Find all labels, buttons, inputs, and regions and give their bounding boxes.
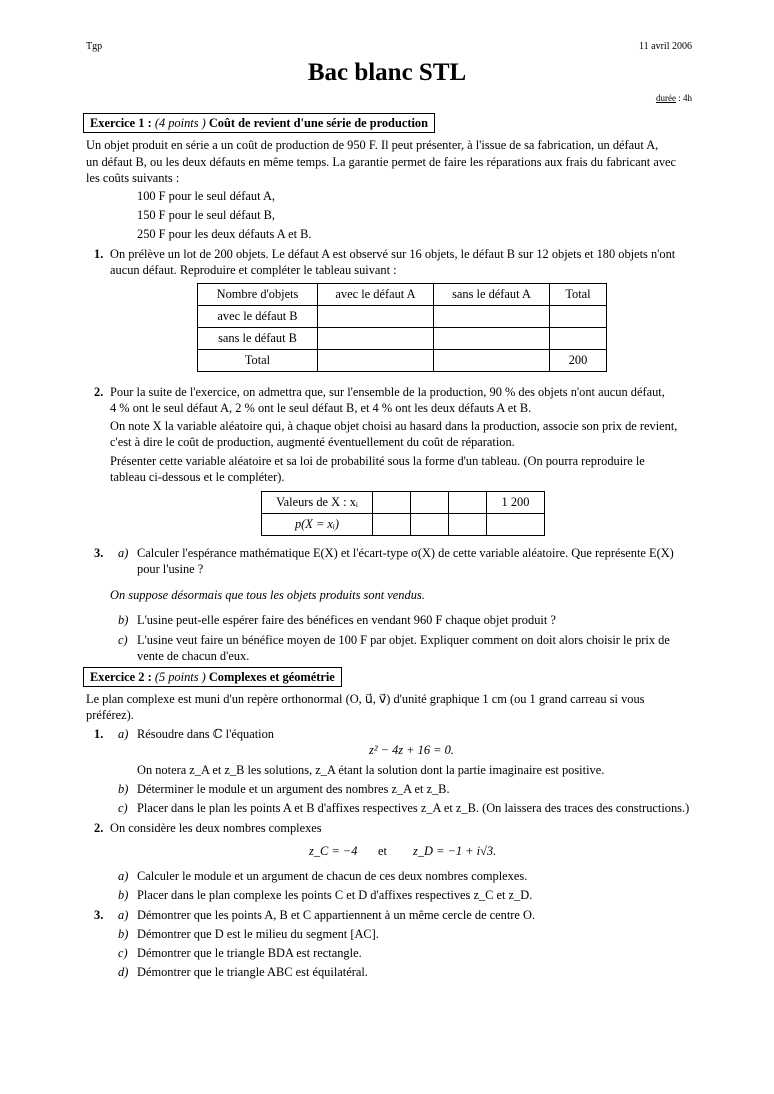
table-cell: avec le défaut B [198, 306, 318, 328]
table-cell [411, 492, 449, 514]
ex2-q3c: Démontrer que le triangle BDA est rectangle. [137, 946, 362, 960]
ex1-cost-2: 150 F pour le seul défaut B, [137, 208, 275, 222]
table-cell: Total [198, 350, 318, 372]
ex2-q1c: Placer dans le plan les points A et B d'affixes respectives z_A et z_B. (On laissera des traces des constructions.) [137, 801, 690, 815]
ex2-intro-1: Le plan complexe est muni d'un repère orthonormal (O, u⃗, v⃗) d'unité graphique 1 cm (ou 1 grand carreau si vous [86, 692, 645, 706]
ex2-q2b: Placer dans le plan complexe les points C et D d'affixes respectives z_C et z_D. [137, 888, 533, 902]
table-cell [373, 514, 411, 536]
ex1-q3b-letter: b) [118, 613, 129, 627]
ex2-q2a-letter: a) [118, 869, 129, 883]
ex1-q2-line-5: Présenter cette variable aléatoire et sa loi de probabilité sous la forme d'un tableau. (On pourra reproduire le [110, 454, 645, 468]
probability-table [261, 491, 545, 536]
table-cell [550, 328, 607, 350]
equation-zd: z_D = −1 + i√3. [413, 844, 497, 858]
exercise-2-points: (5 points ) [154, 670, 206, 684]
equation-zc: z_C = −4 [309, 844, 358, 858]
table-cell [373, 492, 411, 514]
ex1-q3-number: 3. [94, 546, 104, 560]
ex1-q2-line-2: 4 % ont le seul défaut A, 2 % ont le seul défaut B, et 4 % ont les deux défauts A et B. [110, 401, 532, 415]
ex1-q3a-line-1: Calculer l'espérance mathématique E(X) et l'écart-type σ(X) de cette variable aléatoire. Que représente E(X) [137, 546, 674, 560]
ex1-q2-number: 2. [94, 385, 104, 399]
ex1-q1-number: 1. [94, 247, 104, 261]
duration [656, 90, 692, 107]
ex2-q1a: Résoudre dans ℂ l'équation [137, 727, 275, 741]
table-row [262, 492, 545, 514]
table-cell [449, 492, 487, 514]
ex2-q3a: Démontrer que les points A, B et C appartiennent à un même cercle de centre O. [137, 908, 536, 922]
ex1-q3b: L'usine peut-elle espérer faire des bénéfices en vendant 960 F chaque objet produit ? [137, 613, 556, 627]
equation-and: et [378, 844, 387, 858]
ex2-q3b: Démontrer que D est le milieu du segment [AC]. [137, 927, 379, 941]
ex1-cost-3: 250 F pour les deux défauts A et B. [137, 227, 312, 241]
table-cell [411, 514, 449, 536]
ex1-q3a-line-2: pour l'usine ? [137, 562, 204, 576]
duration-label: durée [655, 93, 676, 103]
table-cell [449, 514, 487, 536]
ex1-q2-line-1: Pour la suite de l'exercice, on admettra que, sur l'ensemble de la production, 90 % des objets n'ont aucun défaut, [110, 385, 665, 399]
table-header-row [198, 284, 607, 306]
ex1-intro-1: Un objet produit en série a un coût de production de 950 F. Il peut présenter, à l'issue de sa fabrication, un défaut A, [86, 138, 659, 152]
ex1-q1-line-2: aucun défaut. Reproduire et compléter le tableau suivant : [110, 263, 397, 277]
ex1-intro-2: un défaut B, ou les deux défauts en même temps. La garantie permet de faire les réparations aux frais du fabricant avec [86, 155, 677, 169]
page-title: Bac blanc STL [307, 59, 467, 86]
table-cell: p(X = xᵢ) [262, 514, 373, 536]
ex1-q2-line-6: tableau ci-dessous et le compléter). [110, 470, 285, 484]
header-left: Tgp [86, 41, 103, 52]
exercise-1-subject: Coût de revient d'une série de production [208, 116, 428, 130]
ex1-q3a-letter: a) [118, 546, 129, 560]
table-cell [318, 328, 434, 350]
ex2-q3c-letter: c) [118, 946, 128, 960]
ex2-q1a-letter: a) [118, 727, 129, 741]
table-cell [434, 328, 550, 350]
ex2-q2-number: 2. [94, 821, 104, 835]
table-cell [318, 350, 434, 372]
ex2-q3d: Démontrer que le triangle ABC est équilatéral. [137, 965, 368, 979]
ex2-q3-number: 3. [94, 908, 104, 922]
ex2-q1-number: 1. [94, 727, 104, 741]
table-cell [487, 514, 545, 536]
ex2-q2a: Calculer le module et un argument de chacun de ces deux nombres complexes. [137, 869, 528, 883]
exercise-2-subject: Complexes et géométrie [208, 670, 335, 684]
exercise-1-label: Exercice 1 : [90, 116, 152, 130]
table-header-cell: Total [550, 284, 607, 306]
ex1-q3c-line-1: L'usine veut faire un bénéfice moyen de 100 F par objet. Expliquer comment on doit alors choisir le prix de [137, 633, 670, 647]
table-header-cell: sans le défaut A [434, 284, 550, 306]
exercise-1-heading [83, 113, 435, 133]
ex1-q3c-letter: c) [118, 633, 128, 647]
ex2-q1c-letter: c) [118, 801, 128, 815]
ex2-q3a-letter: a) [118, 908, 129, 922]
exercise-2-label: Exercice 2 : [90, 670, 152, 684]
ex1-q2-line-4: c'est à dire le coût de production, augmenté éventuellement du coût de réparation. [110, 435, 515, 449]
table-cell [550, 306, 607, 328]
ex1-cost-1: 100 F pour le seul défaut A, [137, 189, 275, 203]
ex1-q1-line-1: On prélève un lot de 200 objets. Le défaut A est observé sur 16 objets, le défaut B sur 12 objets et 180 objets n'ont [110, 247, 676, 261]
ex1-q3-note: On suppose désormais que tous les objets produits sont vendus. [110, 588, 425, 602]
ex2-intro-2: préférez). [86, 708, 134, 722]
table-header-cell: avec le défaut A [318, 284, 434, 306]
table-row [198, 350, 607, 372]
exercise-1-points: (4 points ) [154, 116, 206, 130]
table-cell: 200 [550, 350, 607, 372]
table-cell: 1 200 [487, 492, 545, 514]
table-header-cell: Nombre d'objets [198, 284, 318, 306]
ex1-q2-line-3: On note X la variable aléatoire qui, à chaque objet choisi au hasard dans la production, associe son prix de revient, [110, 419, 678, 433]
equation-quadratic: z² − 4z + 16 = 0. [369, 743, 454, 757]
ex2-q3b-letter: b) [118, 927, 129, 941]
objects-table [197, 283, 607, 372]
table-cell: sans le défaut B [198, 328, 318, 350]
table-cell [434, 350, 550, 372]
table-cell: Valeurs de X : xᵢ [262, 492, 373, 514]
ex2-q1b-letter: b) [118, 782, 129, 796]
ex2-q2b-letter: b) [118, 888, 129, 902]
ex2-q1b: Déterminer le module et un argument des nombres z_A et z_B. [137, 782, 450, 796]
header-date: 11 avril 2006 [639, 41, 692, 52]
table-row [198, 306, 607, 328]
ex1-q3c-line-2: vente de chacun d'eux. [137, 649, 250, 663]
ex2-q3d-letter: d) [118, 965, 129, 979]
table-cell [318, 306, 434, 328]
ex1-intro-3: les coûts suivants : [86, 171, 180, 185]
exercise-2-heading [83, 667, 342, 687]
table-row [262, 514, 545, 536]
duration-value: : 4h [675, 93, 692, 103]
ex2-q2: On considère les deux nombres complexes [110, 821, 322, 835]
ex2-q1a-note: On notera z_A et z_B les solutions, z_A étant la solution dont la partie imaginaire est positive. [137, 763, 605, 777]
table-row [198, 328, 607, 350]
table-cell [434, 306, 550, 328]
